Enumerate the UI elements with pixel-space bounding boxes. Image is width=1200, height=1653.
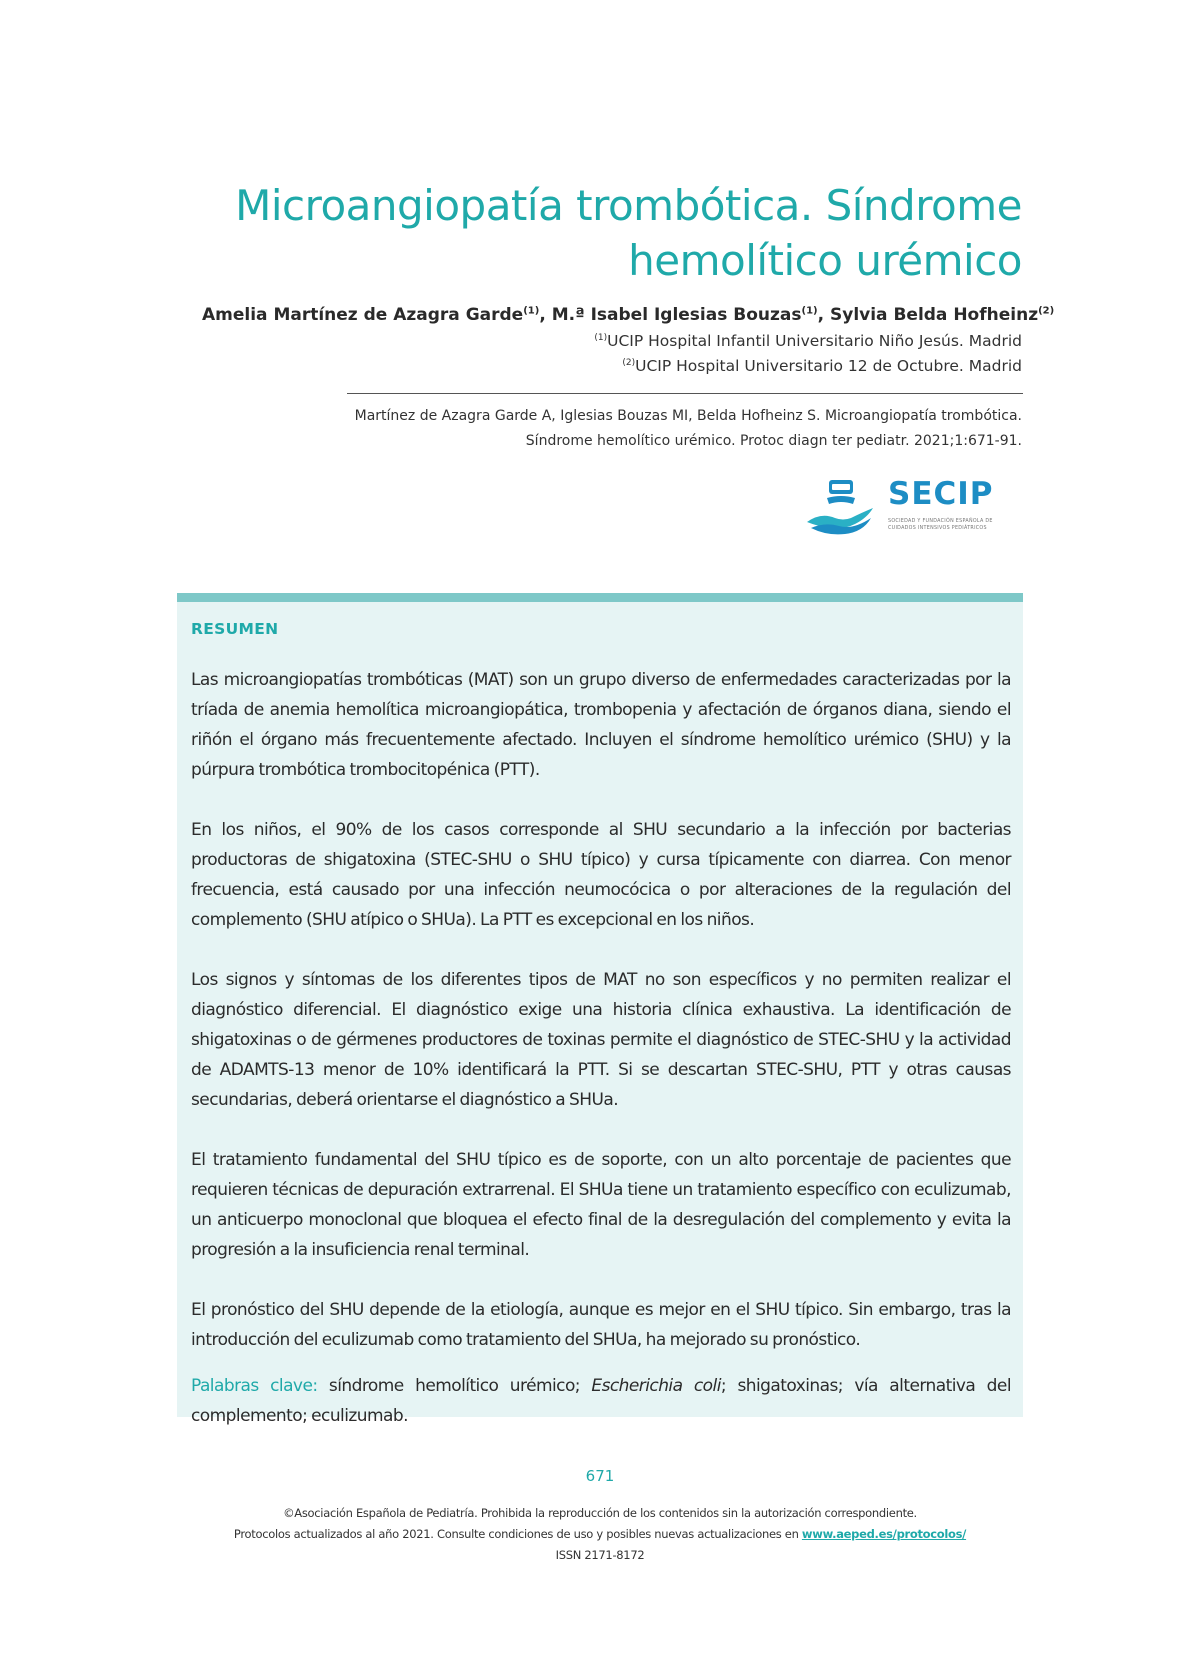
keywords-italic: Escherichia coli: [591, 1376, 721, 1396]
protocols-link[interactable]: www.aeped.es/protocolos/: [801, 1527, 967, 1541]
abstract-paragraph: El pronóstico del SHU depende de la etiología, aunque es mejor en el SHU típico. Sin embargo, tras la introducción del eculizumab como tratamiento del SHUa, ha mejorado su pronóstico.: [191, 1300, 1011, 1350]
logo-subtitle-line-1: SOCIEDAD Y FUNDACIÓN ESPAÑOLA DE: [888, 519, 993, 524]
citation-line-1: Martínez de Azagra Garde A, Iglesias Bouzas MI, Belda Hofheinz S. Microangiopatía trombótica.: [354, 408, 1022, 424]
abstract-paragraph: Las microangiopatías trombóticas (MAT) son un grupo diverso de enfermedades caracterizadas por la tríada de anemia hemolítica microangiopática, trombopenia y afectación de órganos diana, siendo el riñón el órgano más frecuentemente afectado. Incluyen el síndrome hemolítico urémico (SHU) y la púrpura trombótica trombocitopénica (PTT).: [191, 670, 1011, 780]
logo-subtitle-line-2: CUIDADOS INTENSIVOS PEDIÁTRICOS: [888, 526, 987, 531]
author-name: Amelia Martínez de Azagra Garde: [202, 305, 524, 325]
author-separator: ,: [817, 305, 830, 325]
update-notice: [0, 1527, 1200, 1541]
title-line-1: Microangiopatía trombótica. Síndrome: [235, 181, 1022, 230]
authors: [202, 305, 1055, 325]
abstract-paragraph: En los niños, el 90% de los casos corresponde al SHU secundario a la infección por bacterias productoras de shigatoxina (STEC-SHU o SHU típico) y cursa típicamente con diarrea. Con menor frecuencia, está causado por una infección neumocócica o por alteraciones de la regulación del complemento (SHU atípico o SHUa). La PTT es excepcional en los niños.: [191, 820, 1011, 930]
author-affiliation-mark: (1): [523, 305, 540, 317]
keywords-text: ; shigatoxinas; vía alternativa del complemento; eculizumab.: [191, 1376, 1011, 1426]
secip-logo: [805, 470, 1027, 540]
keywords-text: síndrome hemolítico urémico;: [317, 1376, 592, 1396]
affiliation-mark: (1): [594, 332, 608, 343]
hands-heart-icon: [805, 478, 877, 536]
page-number: 671: [585, 1467, 615, 1485]
affiliation-text: UCIP Hospital Infantil Universitario Niño Jesús. Madrid: [607, 332, 1022, 350]
author-separator: ,: [539, 305, 552, 325]
keywords-label: Palabras clave:: [191, 1376, 318, 1396]
issn: ISSN 2171-8172: [555, 1548, 645, 1562]
affiliation-text: UCIP Hospital Universitario 12 de Octubre. Madrid: [635, 357, 1022, 375]
abstract-paragraph: El tratamiento fundamental del SHU típico es de soporte, con un alto porcentaje de pacientes que requieren técnicas de depuración extrarrenal. El SHUa tiene un tratamiento específico con eculizumab, un anticuerpo monoclonal que bloquea el efecto final de la desregulación del complemento y evita la progresión a la insuficiencia renal terminal.: [191, 1150, 1011, 1260]
copyright-notice: ©Asociación Española de Pediatría. Prohibida la reproducción de los contenidos sin la autorización correspondiente.: [283, 1506, 917, 1520]
author-name: Sylvia Belda Hofheinz: [830, 305, 1039, 325]
logo-wordmark: SECIP: [888, 476, 994, 512]
abstract-paragraph: Los signos y síntomas de los diferentes tipos de MAT no son específicos y no permiten realizar el diagnóstico diferencial. El diagnóstico exige una historia clínica exhaustiva. La identificación de shigatoxinas o de gérmenes productores de toxinas permite el diagnóstico de STEC-SHU y la actividad de ADAMTS-13 menor de 10% identificará la PTT. Si se descartan STEC-SHU, PTT y otras causas secundarias, deberá orientarse el diagnóstico a SHUa.: [191, 970, 1011, 1110]
affiliation-mark: (2): [622, 357, 636, 368]
update-notice-text: Protocolos actualizados al año 2021. Consulte condiciones de uso y posibles nuevas actualizaciones en: [233, 1527, 802, 1541]
abstract-heading: RESUMEN: [191, 620, 279, 638]
author-affiliation-mark: (2): [1038, 305, 1055, 317]
keywords: [191, 1371, 1011, 1431]
abstract-box: [177, 593, 1023, 1426]
header-divider: [347, 393, 1023, 394]
author-name: M.ª Isabel Iglesias Bouzas: [551, 305, 802, 325]
citation-line-2: Síndrome hemolítico urémico. Protoc diagn ter pediatr. 2021;1:671-91.: [525, 433, 1022, 449]
affiliation: [322, 357, 1022, 375]
page-title: [222, 178, 1022, 288]
author-affiliation-mark: (1): [801, 305, 818, 317]
title-line-2: hemolítico urémico: [628, 236, 1022, 285]
logo-subtitle: [888, 518, 1028, 532]
abstract-body: [191, 665, 1011, 1461]
affiliation: [322, 332, 1022, 350]
